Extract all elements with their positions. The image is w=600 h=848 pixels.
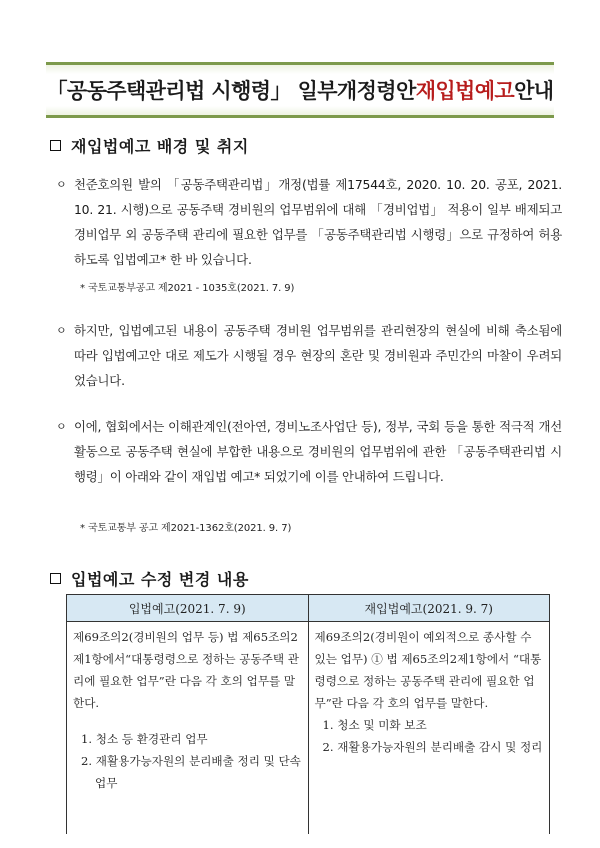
circle-bullet-icon: ㅇ xyxy=(56,420,67,433)
header-original-notice: 입법예고(2021. 7. 9) xyxy=(67,595,309,622)
paragraph-3 xyxy=(56,414,562,489)
list-item: 2. 재활용가능자원의 분리배출 정리 및 단속 업무 xyxy=(81,754,301,790)
footnote-2: * 국토교통부 공고 제2021-1362호(2021. 9. 7) xyxy=(80,523,292,534)
table-row xyxy=(67,622,550,835)
section-heading-background xyxy=(50,134,249,157)
title-part1: 「공동주택관리법 시행령」 일부개정령안 xyxy=(46,79,416,103)
paragraph-text: 하지만, 입법예고된 내용이 공동주택 경비원 업무범위를 관리현장의 현실에 비해 축소됨에 따라 입법예고안 대로 제도가 시행될 경우 현장의 혼란 및 경비원과 주민간의 마찰이 우려되었습니다. xyxy=(74,323,562,388)
list-item: 1. 청소 등 환경관리 업무 xyxy=(81,732,208,746)
circle-bullet-icon: ㅇ xyxy=(56,178,67,191)
list-item: 1. 청소 및 미화 보조 xyxy=(322,718,427,732)
item-list xyxy=(315,714,544,758)
paragraph-text: 천준호의원 발의 「공동주택관리법」개정(법률 제17544호, 2020. 10. 20. 공포, 2021. 10. 21. 시행)으로 공동주택 경비원의 업무범위에 대해 「경비업법」 적용이 일부 배제되고 경비업무 외 공동주택 관리에 필요한 업무를 「공동주택관리법 시행령」으로 규정하여 허용하도록 입법예고* 한 바 있습니다. xyxy=(74,177,562,267)
article-text: 제69조의2(경비원의 업무 등) 법 제65조의2제1항에서“대통령령으로 정하는 공동주택 관리에 필요한 업무”란 다음 각 호의 업무를 말한다. xyxy=(73,630,299,710)
renotice-cell xyxy=(308,622,550,835)
paragraph-2 xyxy=(56,318,562,393)
table-header-row xyxy=(67,595,550,622)
item-list xyxy=(73,728,302,794)
checkbox-square-icon xyxy=(50,573,61,584)
document-title xyxy=(46,62,554,118)
title-part2: 안내 xyxy=(514,79,554,103)
paragraph-1 xyxy=(56,172,562,272)
comparison-table xyxy=(66,594,550,834)
article-text: 제69조의2(경비원이 예외적으로 종사할 수 있는 업무) ① 법 제65조의2제1항에서 “대통령령으로 정하는 공동주택 관리에 필요한 업무”란 다음 각 호의 업무를 말한다. xyxy=(314,630,542,710)
title-highlight: 재입법예고 xyxy=(415,79,515,103)
section-heading-changes xyxy=(50,567,249,590)
section-heading-text: 입법예고 수정 변경 내용 xyxy=(71,570,249,589)
list-item: 2. 재활용가능자원의 분리배출 감시 및 정리 xyxy=(322,740,543,754)
paragraph-text: 이에, 협회에서는 이해관계인(전아연, 경비노조사업단 등), 정부, 국회 등을 통한 적극적 개선활동으로 공동주택 현실에 부합한 내용으로 경비원의 업무범위에 관한 「공동주택관리법 시행령」이 아래와 같이 재입법 예고* 되었기에 이를 안내하여 드립니다. xyxy=(74,419,562,484)
footnote-1: * 국토교통부공고 제2021 - 1035호(2021. 7. 9) xyxy=(80,283,295,294)
checkbox-square-icon xyxy=(50,140,61,151)
section-heading-text: 재입법예고 배경 및 취지 xyxy=(71,137,249,156)
original-notice-cell xyxy=(67,622,309,835)
circle-bullet-icon: ㅇ xyxy=(56,324,67,337)
header-renotice: 재입법예고(2021. 9. 7) xyxy=(308,595,550,622)
